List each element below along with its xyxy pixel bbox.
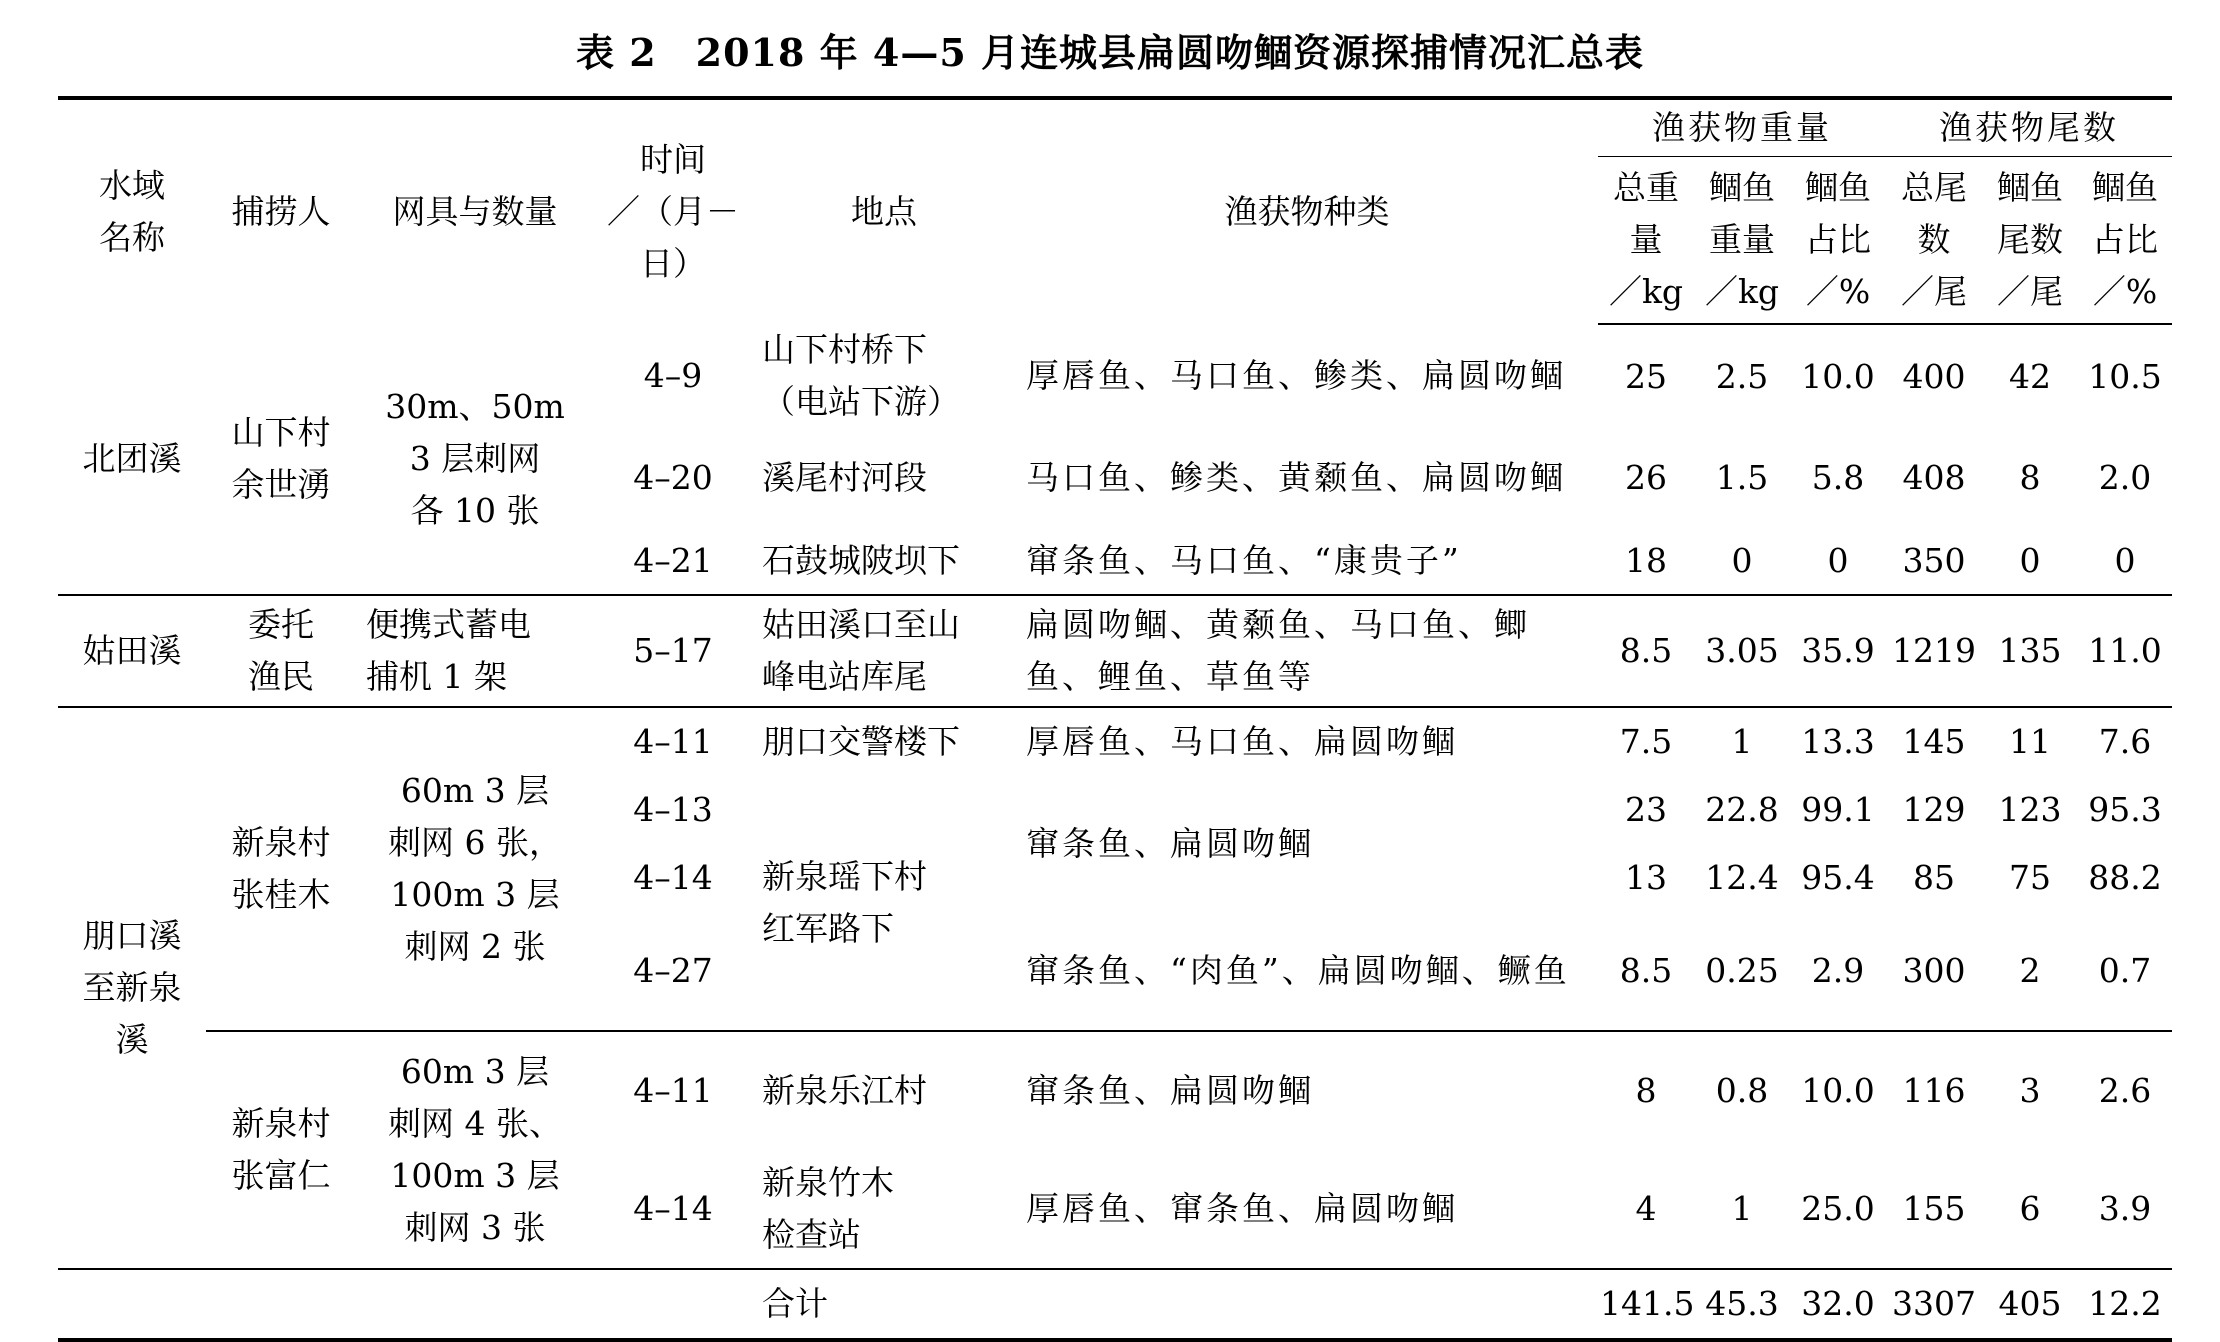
cell-water: 朋口溪 至新泉 溪: [82, 916, 182, 1059]
cell-place: 溪尾村河段: [762, 458, 927, 497]
cell-xenocypris-weight: 1: [1731, 1189, 1753, 1228]
header-weight-ratio: 鲴鱼 占比 ／%: [1790, 157, 1886, 325]
cell-xenocypris-count: 42: [2009, 356, 2052, 396]
header-gear: 网具与数量: [392, 192, 558, 231]
cell-time: 4–14: [633, 1189, 713, 1228]
cell-gear: 便携式蓄电 捕机 1 架: [366, 605, 531, 696]
cell-weight-ratio: 10.0: [1790, 1031, 1886, 1150]
cell-total-count: 300: [1902, 951, 1966, 990]
cell-species: 厚唇鱼、马口鱼、鲹类、扁圆吻鲴: [1026, 356, 1566, 395]
cell-time: 4–11: [594, 1031, 752, 1150]
cell-water: 北团溪: [82, 439, 182, 478]
cell-place: 姑田溪口至山 峰电站库尾: [762, 605, 960, 696]
cell-count-ratio: 10.5: [2088, 356, 2162, 396]
cell-gear: 30m、50m 3 层刺网 各 10 张: [385, 387, 565, 530]
cell-species: 厚唇鱼、窜条鱼、扁圆吻鲴: [1026, 1189, 1458, 1228]
total-count: 3307: [1886, 1269, 1982, 1340]
cell-place: 新泉乐江村: [752, 1031, 1016, 1150]
cell-count-ratio: 7.6: [2098, 722, 2152, 761]
catch-summary-table: [58, 96, 2172, 1342]
cell-place: 石鼓城陂坝下: [762, 541, 960, 580]
cell-time: 4–13: [633, 790, 713, 829]
cell-time: 5–17: [633, 631, 713, 670]
total-xenocypris-count: 405: [1982, 1269, 2078, 1340]
cell-species: 厚唇鱼、马口鱼、扁圆吻鲴: [1026, 722, 1458, 761]
header-count-ratio: 鲴鱼 占比 ／%: [2078, 157, 2172, 325]
header-total-weight: 总重 量 ／kg: [1598, 157, 1694, 325]
cell-species: 窜条鱼、扁圆吻鲴: [1016, 1031, 1598, 1150]
cell-xenocypris-count: 135: [1998, 631, 2062, 670]
cell-xenocypris-count: 2: [2019, 951, 2041, 990]
cell-species: 窜条鱼、马口鱼、“康贵子”: [1026, 541, 1462, 580]
table-row: [58, 595, 2172, 707]
cell-total-weight: 18: [1625, 541, 1667, 580]
cell-total-count: 145: [1902, 722, 1966, 761]
cell-total-weight: 8.5: [1619, 631, 1673, 670]
cell-species: 马口鱼、鲹类、黄颡鱼、扁圆吻鲴: [1026, 458, 1566, 497]
cell-total-weight: 25: [1625, 356, 1667, 396]
total-row: [58, 1269, 2172, 1340]
cell-total-weight: 23: [1625, 790, 1667, 829]
cell-count-ratio: 95.3: [2088, 790, 2162, 829]
cell-total-weight: 26: [1625, 458, 1667, 497]
cell-count-ratio: 0: [2114, 541, 2136, 580]
table-row: [58, 1031, 2172, 1150]
cell-place: 新泉竹木 检查站: [762, 1163, 894, 1254]
header-catcher: 捕捞人: [231, 192, 331, 231]
cell-weight-ratio: 5.8: [1811, 458, 1865, 497]
cell-time: 4–11: [633, 722, 713, 761]
header-total-count: 总尾 数 ／尾: [1886, 157, 1982, 325]
total-xenocypris-weight: 45.3: [1694, 1269, 1790, 1340]
table-row: [58, 324, 2172, 428]
cell-total-count: 350: [1902, 541, 1966, 580]
cell-xenocypris-weight: 0: [1731, 541, 1753, 580]
total-weight-ratio: 32.0: [1790, 1269, 1886, 1340]
cell-xenocypris-weight: 22.8: [1705, 790, 1779, 829]
header-weight-group: 渔获物重量: [1598, 98, 1886, 157]
cell-total-weight: 4: [1635, 1189, 1657, 1228]
cell-weight-ratio: 2.9: [1811, 951, 1865, 990]
cell-time: 4–14: [633, 858, 713, 897]
cell-xenocypris-count: 123: [1998, 790, 2062, 829]
cell-catcher: 山下村 余世湧: [231, 413, 331, 504]
cell-xenocypris-count: 8: [2019, 458, 2041, 497]
cell-time: 4–20: [633, 458, 713, 497]
cell-total-weight: 8.5: [1619, 951, 1673, 990]
cell-xenocypris-count: 75: [2009, 858, 2052, 897]
cell-total-weight: 7.5: [1619, 722, 1673, 761]
cell-place: 新泉瑶下村 红军路下: [762, 857, 927, 948]
table-header: [58, 98, 2172, 324]
cell-catcher: 新泉村 张富仁: [206, 1031, 356, 1269]
header-water: 水域 名称: [99, 166, 165, 257]
cell-total-weight: 13: [1625, 858, 1667, 897]
cell-total-count: 116: [1886, 1031, 1982, 1150]
header-species: 渔获物种类: [1224, 192, 1390, 231]
cell-weight-ratio: 10.0: [1801, 356, 1875, 396]
cell-count-ratio: 2.6: [2078, 1031, 2172, 1150]
cell-place: 山下村桥下 （电站下游）: [762, 330, 960, 421]
cell-xenocypris-count: 6: [2019, 1189, 2041, 1228]
header-count-group: 渔获物尾数: [1886, 98, 2172, 157]
cell-total-weight: 8: [1598, 1031, 1694, 1150]
cell-species: 窜条鱼、“肉鱼”、扁圆吻鲴、鳜鱼: [1026, 951, 1570, 990]
cell-weight-ratio: 95.4: [1801, 858, 1875, 897]
cell-time: 4–9: [643, 356, 703, 395]
cell-xenocypris-weight: 0.25: [1705, 951, 1779, 990]
cell-xenocypris-weight: 1.5: [1715, 458, 1769, 497]
table-body: [58, 324, 2172, 1340]
cell-xenocypris-count: 11: [2009, 722, 2052, 761]
total-label: 合计: [752, 1269, 1016, 1340]
cell-count-ratio: 0.7: [2098, 951, 2152, 990]
cell-species: 扁圆吻鲴、黄颡鱼、马口鱼、鲫鱼、鲤鱼、草鱼等: [1026, 605, 1530, 696]
cell-count-ratio: 11.0: [2088, 631, 2162, 670]
cell-xenocypris-weight: 2.5: [1715, 356, 1769, 396]
cell-time: 4–21: [633, 541, 713, 580]
cell-place: 朋口交警楼下: [762, 722, 960, 761]
cell-catcher: 新泉村 张桂木: [231, 823, 331, 914]
cell-weight-ratio: 25.0: [1801, 1189, 1875, 1228]
cell-total-count: 155: [1902, 1189, 1966, 1228]
total-count-ratio: 12.2: [2078, 1269, 2172, 1340]
cell-time: 4–27: [633, 951, 713, 990]
header-place: 地点: [851, 192, 917, 231]
cell-xenocypris-count: 0: [2019, 541, 2041, 580]
total-weight: 141.5: [1598, 1269, 1694, 1340]
cell-gear: 60m 3 层 刺网 4 张、 100m 3 层 刺网 3 张: [356, 1031, 594, 1269]
cell-total-count: 1219: [1892, 631, 1976, 670]
cell-gear: 60m 3 层 刺网 6 张， 100m 3 层 刺网 2 张: [388, 771, 562, 966]
total-spacer: [58, 1269, 752, 1340]
cell-count-ratio: 2.0: [2098, 458, 2152, 497]
table-title: 表 2 2018 年 4—5 月连城县扁圆吻鲴资源探捕情况汇总表: [575, 30, 1644, 75]
header-time: 时间 ／（月－日）: [607, 140, 739, 283]
cell-total-count: 400: [1902, 356, 1966, 396]
cell-water: 姑田溪: [82, 631, 182, 670]
cell-weight-ratio: 35.9: [1801, 631, 1875, 670]
cell-count-ratio: 3.9: [2098, 1189, 2152, 1228]
cell-total-count: 408: [1902, 458, 1966, 497]
header-xenocypris-count: 鲴鱼 尾数 ／尾: [1982, 157, 2078, 325]
total-spacer-species: [1016, 1269, 1598, 1340]
cell-catcher: 委托 渔民: [248, 605, 314, 696]
cell-xenocypris-weight: 3.05: [1705, 631, 1779, 670]
cell-total-count: 129: [1902, 790, 1966, 829]
cell-xenocypris-weight: 0.8: [1694, 1031, 1790, 1150]
cell-xenocypris-weight: 1: [1731, 722, 1753, 761]
table-row: [58, 707, 2172, 776]
cell-xenocypris-count: 3: [1982, 1031, 2078, 1150]
cell-xenocypris-weight: 12.4: [1705, 858, 1779, 897]
header-xenocypris-weight: 鲴鱼 重量 ／kg: [1694, 157, 1790, 325]
cell-weight-ratio: 0: [1827, 541, 1849, 580]
cell-weight-ratio: 13.3: [1801, 722, 1875, 761]
cell-weight-ratio: 99.1: [1801, 790, 1875, 829]
cell-species: 窜条鱼、扁圆吻鲴: [1026, 824, 1314, 863]
cell-total-count: 85: [1913, 858, 1956, 897]
cell-count-ratio: 88.2: [2088, 858, 2162, 897]
